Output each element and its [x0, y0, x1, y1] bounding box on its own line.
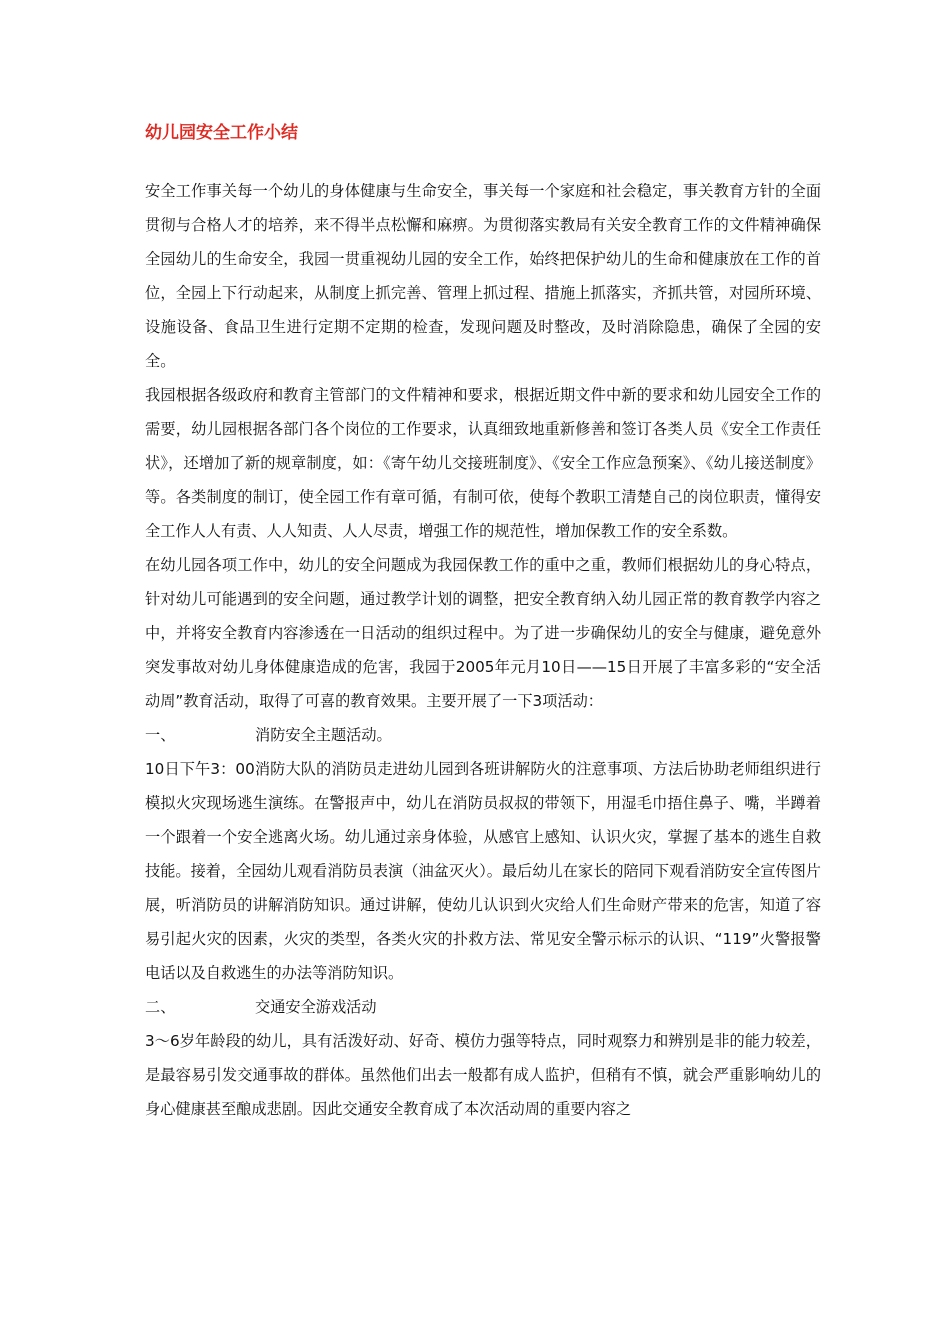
document-body: [145, 118, 821, 1126]
section-heading-traffic-safety: [145, 990, 821, 1024]
paragraph-traffic-safety: 3～6岁年龄段的幼儿，具有活泼好动、好奇、模仿力强等特点，同时观察力和辨别是非的能力较差，是最容易引发交通事故的群体。虽然他们出去一般都有成人监护，但稍有不慎，就会严重影响幼儿的身心健康甚至酿成悲剧。因此交通安全教育成了本次活动周的重要内容之: [145, 1032, 821, 1118]
section-title: 消防安全主题活动。: [255, 726, 392, 744]
paragraph-activities: 在幼儿园各项工作中，幼儿的安全问题成为我园保教工作的重中之重，教师们根据幼儿的身心特点，针对幼儿可能遇到的安全问题，通过教学计划的调整，把安全教育纳入幼儿园正常的教育教学内容之中，并将安全教育内容渗透在一日活动的组织过程中。为了进一步确保幼儿的安全与健康，避免意外突发事故对幼儿身体健康造成的危害，我园于2005年元月10日——15日开展了丰富多彩的“安全活动周”教育活动，取得了可喜的教育效果。主要开展了一下3项活动：: [145, 556, 821, 710]
paragraph-intro: 安全工作事关每一个幼儿的身体健康与生命安全，事关每一个家庭和社会稳定，事关教育方针的全面贯彻与合格人才的培养，来不得半点松懈和麻痹。为贯彻落实教局有关安全教育工作的文件精神确保全园幼儿的生命安全，我园一贯重视幼儿园的安全工作，始终把保护幼儿的生命和健康放在工作的首位，全园上下行动起来，从制度上抓完善、管理上抓过程、措施上抓落实，齐抓共管，对园所环境、设施设备、食品卫生进行定期不定期的检查，发现问题及时整改，及时消除隐患，确保了全园的安全。: [145, 182, 821, 370]
section-heading-fire-safety: [145, 718, 821, 752]
document-title: 幼儿园安全工作小结: [145, 123, 298, 143]
section-number: 一、: [145, 726, 176, 744]
section-title: 交通安全游戏活动: [255, 998, 377, 1016]
paragraph-regulations: 我园根据各级政府和教育主管部门的文件精神和要求，根据近期文件中新的要求和幼儿园安全工作的需要，幼儿园根据各部门各个岗位的工作要求，认真细致地重新修善和签订各类人员《安全工作责任状》，还增加了新的规章制度，如：《寄午幼儿交接班制度》、《安全工作应急预案》、《幼儿接送制度》等。各类制度的制订，使全园工作有章可循，有制可依，使每个教职工清楚自己的岗位职责，懂得安全工作人人有责、人人知责、人人尽责，增强工作的规范性，增加保教工作的安全系数。: [145, 386, 821, 540]
section-number: 二、: [145, 998, 176, 1016]
paragraph-fire-safety: 10日下午3：00消防大队的消防员走进幼儿园到各班讲解防火的注意事项、方法后协助老师组织进行模拟火灾现场逃生演练。在警报声中，幼儿在消防员叔叔的带领下，用湿毛巾捂住鼻子、嘴，半蹲着一个跟着一个安全逃离火场。幼儿通过亲身体验，从感官上感知、认识火灾，掌握了基本的逃生自救技能。接着，全园幼儿观看消防员表演（油盆灭火）。最后幼儿在家长的陪同下观看消防安全宣传图片展，听消防员的讲解消防知识。通过讲解，使幼儿认识到火灾给人们生命财产带来的危害，知道了容易引起火灾的因素，火灾的类型，各类火灾的扑救方法、常见安全警示标示的认识、“119”火警报警电话以及自救逃生的办法等消防知识。: [145, 760, 821, 982]
